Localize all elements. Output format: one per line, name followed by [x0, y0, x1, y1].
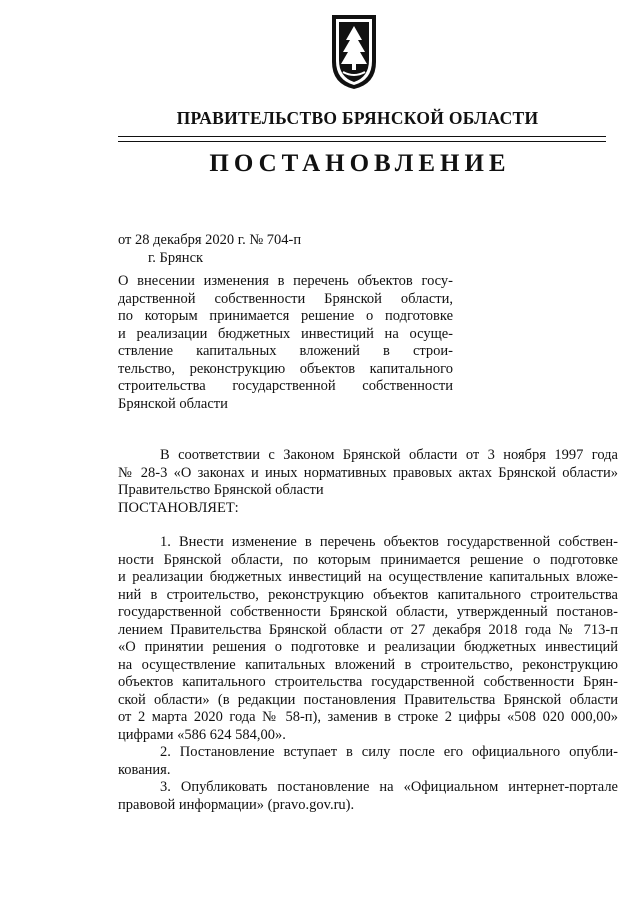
- decree-city: г. Брянск: [148, 250, 204, 266]
- item-line: 2. Постановление вступает в силу после его официального опубли-: [160, 744, 618, 760]
- item-line: лением Правительства Брянской области от 27 декабря 2018 года № 713-п: [118, 621, 618, 638]
- item-line: ской области» (в редакции постановления Правительства Брянской области: [118, 691, 618, 708]
- header-rule-bottom: [118, 141, 606, 142]
- item-line: 3. Опубликовать постановление на «Официальном интернет-портале: [160, 779, 618, 795]
- item-line: на осуществление капитальных вложений в строительство, реконструкцию: [118, 656, 618, 673]
- item-line: ний в строительство, реконструкцию объектов капитального строительства: [118, 586, 618, 603]
- subject-line: и реализации бюджетных инвестиций на осуще-: [118, 325, 453, 342]
- subject-line: ствление капитальных вложений в строи-: [118, 343, 453, 359]
- decree-subject: [118, 273, 453, 413]
- preamble-line: Правительство Брянской области: [118, 482, 324, 498]
- item-line: правовой информации» (pravo.gov.ru).: [118, 796, 355, 813]
- subject-line: Брянской области: [118, 395, 228, 412]
- coat-of-arms-emblem: [329, 12, 379, 92]
- item-line: объектов капитального строительства государственной собственности Брян-: [118, 674, 618, 690]
- decree-date-number: от 28 декабря 2020 г. № 704-п: [118, 232, 302, 248]
- item-line: «О принятии решения о подготовке и реализации бюджетных инвестиций: [118, 639, 618, 655]
- preamble: [118, 447, 618, 517]
- preamble-line: № 28-3 «О законах и иных нормативных правовых актах Брянской области»: [118, 464, 618, 481]
- subject-line: дарственной собственности Брянской области,: [118, 290, 453, 307]
- item-line: и реализации бюджетных инвестиций на осуществление капитальных вложе-: [118, 569, 618, 585]
- subject-line: строительства государственной собственности: [118, 378, 453, 394]
- item-line: кования.: [118, 761, 171, 778]
- organization-title: ПРАВИТЕЛЬСТВО БРЯНСКОЙ ОБЛАСТИ: [176, 108, 539, 128]
- item-line: 1. Внести изменение в перечень объектов государственной собствен-: [160, 534, 618, 550]
- subject-line: тельство, реконструкцию объектов капитального: [118, 360, 453, 377]
- item-line: от 2 марта 2020 года № 58-п), заменив в строке 2 цифры «508 020 000,00»: [118, 709, 618, 725]
- document-type-title: ПОСТАНОВЛЕНИЕ: [209, 150, 511, 177]
- item-line: ности Брянской области, по которым принимается решение о подготовке: [118, 551, 618, 568]
- subject-line: О внесении изменения в перечень объектов госу-: [118, 273, 453, 289]
- item-line: цифрами «586 624 584,00».: [118, 726, 286, 743]
- subject-line: по которым принимается решение о подготовке: [118, 308, 453, 324]
- preamble-resolves: ПОСТАНОВЛЯЕТ:: [118, 499, 239, 516]
- item-line: государственной собственности Брянской области, утвержденный постанов-: [118, 604, 618, 620]
- preamble-line: В соответствии с Законом Брянской области от 3 ноября 1997 года: [160, 447, 618, 463]
- header-rule-top: [118, 136, 606, 137]
- decree-items: [118, 534, 618, 814]
